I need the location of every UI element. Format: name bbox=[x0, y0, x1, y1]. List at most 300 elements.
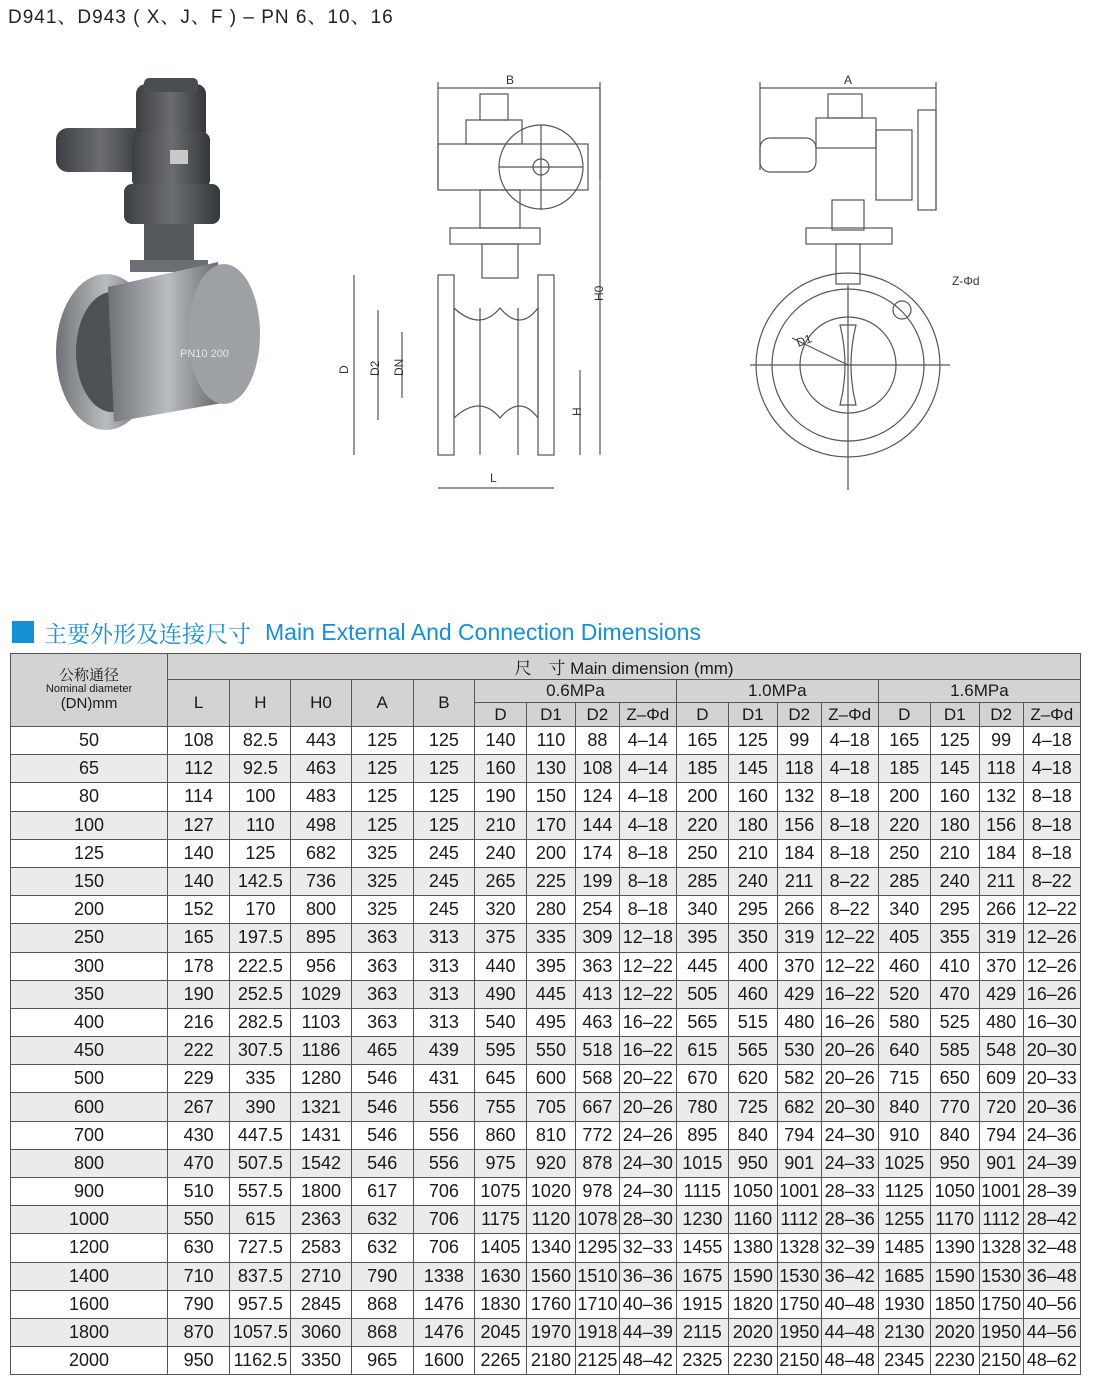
table-cell: 211 bbox=[979, 867, 1023, 895]
table-cell: 920 bbox=[526, 1149, 575, 1177]
table-cell: 667 bbox=[575, 1093, 619, 1121]
table-cell: 210 bbox=[930, 839, 979, 867]
table-cell: 2710 bbox=[291, 1262, 351, 1290]
table-cell: 150 bbox=[526, 783, 575, 811]
table-cell: 1915 bbox=[676, 1290, 728, 1318]
table-cell: 447.5 bbox=[230, 1121, 291, 1149]
table-cell: 20–26 bbox=[821, 1037, 878, 1065]
cell-nominal-diameter: 350 bbox=[11, 980, 168, 1008]
table-cell: 28–33 bbox=[821, 1178, 878, 1206]
table-cell: 24–30 bbox=[821, 1121, 878, 1149]
table-cell: 363 bbox=[351, 1008, 413, 1036]
table-cell: 132 bbox=[979, 783, 1023, 811]
table-cell: 350 bbox=[728, 924, 777, 952]
table-cell: 901 bbox=[777, 1149, 821, 1177]
table-cell: 266 bbox=[777, 896, 821, 924]
table-row bbox=[11, 1347, 1081, 1375]
table-cell: 363 bbox=[575, 952, 619, 980]
table-cell: 1120 bbox=[526, 1206, 575, 1234]
table-cell: 152 bbox=[168, 896, 230, 924]
table-cell: 725 bbox=[728, 1093, 777, 1121]
table-cell: 1510 bbox=[575, 1262, 619, 1290]
table-cell: 895 bbox=[676, 1121, 728, 1149]
table-cell: 546 bbox=[351, 1093, 413, 1121]
table-cell: 463 bbox=[291, 755, 351, 783]
label-D1: D1 bbox=[794, 331, 814, 350]
table-cell: 568 bbox=[575, 1065, 619, 1093]
table-cell: 24–33 bbox=[821, 1149, 878, 1177]
table-cell: 518 bbox=[575, 1037, 619, 1065]
table-cell: 125 bbox=[930, 727, 979, 755]
table-cell: 440 bbox=[474, 952, 526, 980]
table-cell: 1560 bbox=[526, 1262, 575, 1290]
table-cell: 245 bbox=[413, 839, 474, 867]
table-cell: 556 bbox=[413, 1121, 474, 1149]
table-cell: 548 bbox=[979, 1037, 1023, 1065]
section-heading bbox=[12, 617, 701, 647]
table-cell: 250 bbox=[676, 839, 728, 867]
header-nominal-unit: (DN)mm bbox=[60, 694, 118, 712]
table-cell: 313 bbox=[413, 1008, 474, 1036]
table-cell: 439 bbox=[413, 1037, 474, 1065]
table-row bbox=[11, 1290, 1081, 1318]
table-cell: 40–48 bbox=[821, 1290, 878, 1318]
table-cell: 1001 bbox=[777, 1178, 821, 1206]
table-cell: 8–18 bbox=[821, 811, 878, 839]
table-cell: 490 bbox=[474, 980, 526, 1008]
cell-nominal-diameter: 125 bbox=[11, 839, 168, 867]
cell-nominal-diameter: 300 bbox=[11, 952, 168, 980]
table-row bbox=[11, 980, 1081, 1008]
table-row bbox=[11, 1093, 1081, 1121]
table-cell: 2845 bbox=[291, 1290, 351, 1318]
table-cell: 727.5 bbox=[230, 1234, 291, 1262]
table-cell: 200 bbox=[676, 783, 728, 811]
table-cell: 431 bbox=[413, 1065, 474, 1093]
header-pressure-1.6: 1.6MPa bbox=[878, 680, 1080, 703]
table-row bbox=[11, 1121, 1081, 1149]
table-cell: 165 bbox=[168, 924, 230, 952]
table-cell: 160 bbox=[474, 755, 526, 783]
table-cell: 1280 bbox=[291, 1065, 351, 1093]
table-cell: 313 bbox=[413, 952, 474, 980]
table-cell: 8–18 bbox=[619, 839, 676, 867]
table-cell: 483 bbox=[291, 783, 351, 811]
table-row bbox=[11, 1037, 1081, 1065]
table-cell: 245 bbox=[413, 867, 474, 895]
table-cell: 582 bbox=[777, 1065, 821, 1093]
table-cell: 114 bbox=[168, 783, 230, 811]
table-cell: 870 bbox=[168, 1318, 230, 1346]
table-cell: 1025 bbox=[878, 1149, 930, 1177]
table-cell: 1710 bbox=[575, 1290, 619, 1318]
table-row bbox=[11, 783, 1081, 811]
table-cell: 112 bbox=[168, 755, 230, 783]
table-cell: 340 bbox=[878, 896, 930, 924]
table-cell: 125 bbox=[230, 839, 291, 867]
table-cell: 8–18 bbox=[1023, 783, 1080, 811]
table-row bbox=[11, 1262, 1081, 1290]
table-cell: 240 bbox=[728, 867, 777, 895]
table-cell: 1050 bbox=[728, 1178, 777, 1206]
table-cell: 682 bbox=[291, 839, 351, 867]
table-cell: 710 bbox=[168, 1262, 230, 1290]
table-row bbox=[11, 839, 1081, 867]
table-cell: 229 bbox=[168, 1065, 230, 1093]
table-cell: 127 bbox=[168, 811, 230, 839]
table-row bbox=[11, 1149, 1081, 1177]
table-cell: 1542 bbox=[291, 1149, 351, 1177]
table-cell: 99 bbox=[777, 727, 821, 755]
table-cell: 1750 bbox=[979, 1290, 1023, 1318]
table-cell: 1125 bbox=[878, 1178, 930, 1206]
table-cell: 12–22 bbox=[821, 952, 878, 980]
table-cell: 580 bbox=[878, 1008, 930, 1036]
table-cell: 1115 bbox=[676, 1178, 728, 1206]
table-cell: 1015 bbox=[676, 1149, 728, 1177]
table-cell: 609 bbox=[979, 1065, 1023, 1093]
table-cell: 1431 bbox=[291, 1121, 351, 1149]
cell-nominal-diameter: 450 bbox=[11, 1037, 168, 1065]
table-cell: 1057.5 bbox=[230, 1318, 291, 1346]
table-cell: 430 bbox=[168, 1121, 230, 1149]
table-cell: 140 bbox=[168, 839, 230, 867]
table-cell: 108 bbox=[168, 727, 230, 755]
label-D: D bbox=[337, 365, 351, 374]
table-cell: 266 bbox=[979, 896, 1023, 924]
table-cell: 48–42 bbox=[619, 1347, 676, 1375]
table-cell: 370 bbox=[777, 952, 821, 980]
table-cell: 2230 bbox=[930, 1347, 979, 1375]
label-A: A bbox=[844, 73, 853, 87]
table-cell: 8–18 bbox=[1023, 811, 1080, 839]
table-cell: 12–22 bbox=[619, 980, 676, 1008]
table-cell: 12–22 bbox=[619, 952, 676, 980]
table-cell: 975 bbox=[474, 1149, 526, 1177]
table-cell: 840 bbox=[878, 1093, 930, 1121]
cell-nominal-diameter: 1200 bbox=[11, 1234, 168, 1262]
header-subcol: D bbox=[474, 703, 526, 727]
table-cell: 550 bbox=[168, 1206, 230, 1234]
table-cell: 185 bbox=[676, 755, 728, 783]
table-row bbox=[11, 1008, 1081, 1036]
header-col-H0: H0 bbox=[291, 680, 351, 727]
table-cell: 550 bbox=[526, 1037, 575, 1065]
table-row bbox=[11, 755, 1081, 783]
table-cell: 1321 bbox=[291, 1093, 351, 1121]
table-cell: 460 bbox=[728, 980, 777, 1008]
cell-nominal-diameter: 80 bbox=[11, 783, 168, 811]
table-cell: 32–39 bbox=[821, 1234, 878, 1262]
table-cell: 145 bbox=[728, 755, 777, 783]
table-cell: 36–36 bbox=[619, 1262, 676, 1290]
table-cell: 40–36 bbox=[619, 1290, 676, 1318]
table-cell: 1029 bbox=[291, 980, 351, 1008]
table-cell: 470 bbox=[930, 980, 979, 1008]
table-cell: 245 bbox=[413, 896, 474, 924]
table-cell: 546 bbox=[351, 1065, 413, 1093]
table-cell: 24–39 bbox=[1023, 1149, 1080, 1177]
table-cell: 565 bbox=[676, 1008, 728, 1036]
table-cell: 1338 bbox=[413, 1262, 474, 1290]
table-cell: 507.5 bbox=[230, 1149, 291, 1177]
table-cell: 520 bbox=[878, 980, 930, 1008]
header-subcol: D1 bbox=[728, 703, 777, 727]
table-cell: 395 bbox=[526, 952, 575, 980]
table-cell: 295 bbox=[728, 896, 777, 924]
table-cell: 878 bbox=[575, 1149, 619, 1177]
table-cell: 1078 bbox=[575, 1206, 619, 1234]
table-cell: 1075 bbox=[474, 1178, 526, 1206]
table-cell: 170 bbox=[526, 811, 575, 839]
table-cell: 142.5 bbox=[230, 867, 291, 895]
table-cell: 1950 bbox=[777, 1318, 821, 1346]
table-cell: 1675 bbox=[676, 1262, 728, 1290]
table-cell: 309 bbox=[575, 924, 619, 952]
table-row bbox=[11, 1234, 1081, 1262]
table-cell: 125 bbox=[351, 755, 413, 783]
label-DN: DN bbox=[392, 358, 406, 376]
cell-nominal-diameter: 150 bbox=[11, 867, 168, 895]
cell-nominal-diameter: 2000 bbox=[11, 1347, 168, 1375]
table-cell: 125 bbox=[413, 755, 474, 783]
table-cell: 706 bbox=[413, 1234, 474, 1262]
table-cell: 174 bbox=[575, 839, 619, 867]
table-cell: 645 bbox=[474, 1065, 526, 1093]
table-cell: 99 bbox=[979, 727, 1023, 755]
cell-nominal-diameter: 1600 bbox=[11, 1290, 168, 1318]
table-cell: 2363 bbox=[291, 1206, 351, 1234]
table-cell: 220 bbox=[676, 811, 728, 839]
table-cell: 20–26 bbox=[619, 1093, 676, 1121]
table-cell: 325 bbox=[351, 896, 413, 924]
table-row bbox=[11, 1206, 1081, 1234]
table-cell: 8–18 bbox=[821, 783, 878, 811]
table-cell: 210 bbox=[474, 811, 526, 839]
table-row bbox=[11, 924, 1081, 952]
table-cell: 1918 bbox=[575, 1318, 619, 1346]
table-cell: 706 bbox=[413, 1206, 474, 1234]
table-row bbox=[11, 1065, 1081, 1093]
table-cell: 12–22 bbox=[1023, 896, 1080, 924]
table-cell: 335 bbox=[230, 1065, 291, 1093]
table-cell: 1850 bbox=[930, 1290, 979, 1318]
cell-nominal-diameter: 900 bbox=[11, 1178, 168, 1206]
cell-nominal-diameter: 500 bbox=[11, 1065, 168, 1093]
table-cell: 1590 bbox=[728, 1262, 777, 1290]
table-cell: 557.5 bbox=[230, 1178, 291, 1206]
table-cell: 36–48 bbox=[1023, 1262, 1080, 1290]
table-cell: 1380 bbox=[728, 1234, 777, 1262]
table-cell: 340 bbox=[676, 896, 728, 924]
table-cell: 895 bbox=[291, 924, 351, 952]
table-cell: 4–18 bbox=[1023, 727, 1080, 755]
table-cell: 24–26 bbox=[619, 1121, 676, 1149]
table-cell: 88 bbox=[575, 727, 619, 755]
table-cell: 1328 bbox=[777, 1234, 821, 1262]
table-cell: 12–18 bbox=[619, 924, 676, 952]
table-cell: 800 bbox=[291, 896, 351, 924]
table-cell: 240 bbox=[474, 839, 526, 867]
cell-nominal-diameter: 1400 bbox=[11, 1262, 168, 1290]
table-cell: 254 bbox=[575, 896, 619, 924]
label-Z-phi-d: Z-Φd bbox=[952, 274, 980, 288]
cell-nominal-diameter: 700 bbox=[11, 1121, 168, 1149]
table-cell: 429 bbox=[777, 980, 821, 1008]
table-cell: 200 bbox=[878, 783, 930, 811]
table-cell: 1112 bbox=[777, 1206, 821, 1234]
table-cell: 1750 bbox=[777, 1290, 821, 1318]
cell-nominal-diameter: 250 bbox=[11, 924, 168, 952]
table-cell: 755 bbox=[474, 1093, 526, 1121]
table-cell: 794 bbox=[777, 1121, 821, 1149]
table-cell: 20–26 bbox=[821, 1065, 878, 1093]
cell-nominal-diameter: 50 bbox=[11, 727, 168, 755]
table-cell: 405 bbox=[878, 924, 930, 952]
table-cell: 480 bbox=[979, 1008, 1023, 1036]
label-B: B bbox=[506, 73, 515, 87]
header-pressure-1.0: 1.0MPa bbox=[676, 680, 878, 703]
table-cell: 160 bbox=[930, 783, 979, 811]
table-cell: 480 bbox=[777, 1008, 821, 1036]
table-cell: 125 bbox=[728, 727, 777, 755]
table-cell: 180 bbox=[930, 811, 979, 839]
table-cell: 1455 bbox=[676, 1234, 728, 1262]
table-cell: 44–48 bbox=[821, 1318, 878, 1346]
table-cell: 1103 bbox=[291, 1008, 351, 1036]
table-cell: 197.5 bbox=[230, 924, 291, 952]
table-cell: 1050 bbox=[930, 1178, 979, 1206]
table-cell: 220 bbox=[878, 811, 930, 839]
table-cell: 585 bbox=[930, 1037, 979, 1065]
table-cell: 556 bbox=[413, 1149, 474, 1177]
table-cell: 280 bbox=[526, 896, 575, 924]
table-cell: 125 bbox=[351, 727, 413, 755]
table-cell: 790 bbox=[168, 1290, 230, 1318]
table-cell: 1255 bbox=[878, 1206, 930, 1234]
table-cell: 225 bbox=[526, 867, 575, 895]
valve-product-photo bbox=[48, 72, 288, 452]
table-cell: 956 bbox=[291, 952, 351, 980]
table-cell: 2130 bbox=[878, 1318, 930, 1346]
table-cell: 178 bbox=[168, 952, 230, 980]
cell-nominal-diameter: 400 bbox=[11, 1008, 168, 1036]
table-cell: 1340 bbox=[526, 1234, 575, 1262]
table-cell: 530 bbox=[777, 1037, 821, 1065]
table-cell: 363 bbox=[351, 980, 413, 1008]
table-cell: 1162.5 bbox=[230, 1347, 291, 1375]
section-heading-en: Main External And Connection Dimensions bbox=[265, 618, 701, 645]
table-cell: 190 bbox=[474, 783, 526, 811]
table-cell: 125 bbox=[413, 727, 474, 755]
cell-nominal-diameter: 800 bbox=[11, 1149, 168, 1177]
table-cell: 8–22 bbox=[821, 896, 878, 924]
label-D2: D2 bbox=[368, 360, 382, 376]
table-cell: 12–26 bbox=[1023, 952, 1080, 980]
table-cell: 252.5 bbox=[230, 980, 291, 1008]
header-nominal-zh: 公称通径 bbox=[59, 667, 120, 685]
label-L: L bbox=[490, 471, 497, 485]
table-cell: 810 bbox=[526, 1121, 575, 1149]
table-cell: 160 bbox=[728, 783, 777, 811]
table-cell: 525 bbox=[930, 1008, 979, 1036]
table-cell: 957.5 bbox=[230, 1290, 291, 1318]
table-cell: 285 bbox=[878, 867, 930, 895]
table-cell: 1930 bbox=[878, 1290, 930, 1318]
header-subcol: Z–Φd bbox=[619, 703, 676, 727]
cell-nominal-diameter: 600 bbox=[11, 1093, 168, 1121]
table-cell: 118 bbox=[777, 755, 821, 783]
header-subcol: D1 bbox=[930, 703, 979, 727]
table-cell: 363 bbox=[351, 952, 413, 980]
table-cell: 8–22 bbox=[821, 867, 878, 895]
table-cell: 211 bbox=[777, 867, 821, 895]
table-cell: 445 bbox=[526, 980, 575, 1008]
table-cell: 110 bbox=[230, 811, 291, 839]
header-col-L: L bbox=[168, 680, 230, 727]
table-cell: 840 bbox=[930, 1121, 979, 1149]
table-cell: 24–30 bbox=[619, 1178, 676, 1206]
table-cell: 463 bbox=[575, 1008, 619, 1036]
table-cell: 1390 bbox=[930, 1234, 979, 1262]
table-cell: 130 bbox=[526, 755, 575, 783]
table-cell: 840 bbox=[728, 1121, 777, 1149]
table-cell: 325 bbox=[351, 867, 413, 895]
table-cell: 282.5 bbox=[230, 1008, 291, 1036]
table-cell: 1295 bbox=[575, 1234, 619, 1262]
table-cell: 600 bbox=[526, 1065, 575, 1093]
table-cell: 184 bbox=[777, 839, 821, 867]
table-cell: 320 bbox=[474, 896, 526, 924]
table-cell: 16–22 bbox=[619, 1037, 676, 1065]
table-cell: 950 bbox=[930, 1149, 979, 1177]
header-subcol: D bbox=[878, 703, 930, 727]
table-cell: 400 bbox=[728, 952, 777, 980]
label-H0: H0 bbox=[592, 285, 606, 301]
table-cell: 2230 bbox=[728, 1347, 777, 1375]
table-cell: 210 bbox=[728, 839, 777, 867]
table-cell: 868 bbox=[351, 1318, 413, 1346]
table-cell: 125 bbox=[413, 811, 474, 839]
table-cell: 32–33 bbox=[619, 1234, 676, 1262]
table-cell: 901 bbox=[979, 1149, 1023, 1177]
table-cell: 285 bbox=[676, 867, 728, 895]
table-cell: 1230 bbox=[676, 1206, 728, 1234]
table-cell: 267 bbox=[168, 1093, 230, 1121]
table-cell: 200 bbox=[526, 839, 575, 867]
table-cell: 2345 bbox=[878, 1347, 930, 1375]
table-cell: 790 bbox=[351, 1262, 413, 1290]
table-cell: 1830 bbox=[474, 1290, 526, 1318]
header-subcol: Z–Φd bbox=[1023, 703, 1080, 727]
table-cell: 2583 bbox=[291, 1234, 351, 1262]
table-cell: 1800 bbox=[291, 1178, 351, 1206]
table-cell: 28–36 bbox=[821, 1206, 878, 1234]
header-subcol: D2 bbox=[777, 703, 821, 727]
table-cell: 325 bbox=[351, 839, 413, 867]
table-cell: 250 bbox=[878, 839, 930, 867]
table-cell: 125 bbox=[413, 783, 474, 811]
table-cell: 370 bbox=[979, 952, 1023, 980]
table-cell: 2150 bbox=[979, 1347, 1023, 1375]
table-cell: 16–26 bbox=[1023, 980, 1080, 1008]
table-cell: 2045 bbox=[474, 1318, 526, 1346]
table-cell: 2325 bbox=[676, 1347, 728, 1375]
header-pressure-0.6: 0.6MPa bbox=[474, 680, 676, 703]
table-cell: 240 bbox=[930, 867, 979, 895]
table-cell: 132 bbox=[777, 783, 821, 811]
page-title: D941、D943 ( X、J、F ) – PN 6、10、16 bbox=[8, 7, 394, 28]
